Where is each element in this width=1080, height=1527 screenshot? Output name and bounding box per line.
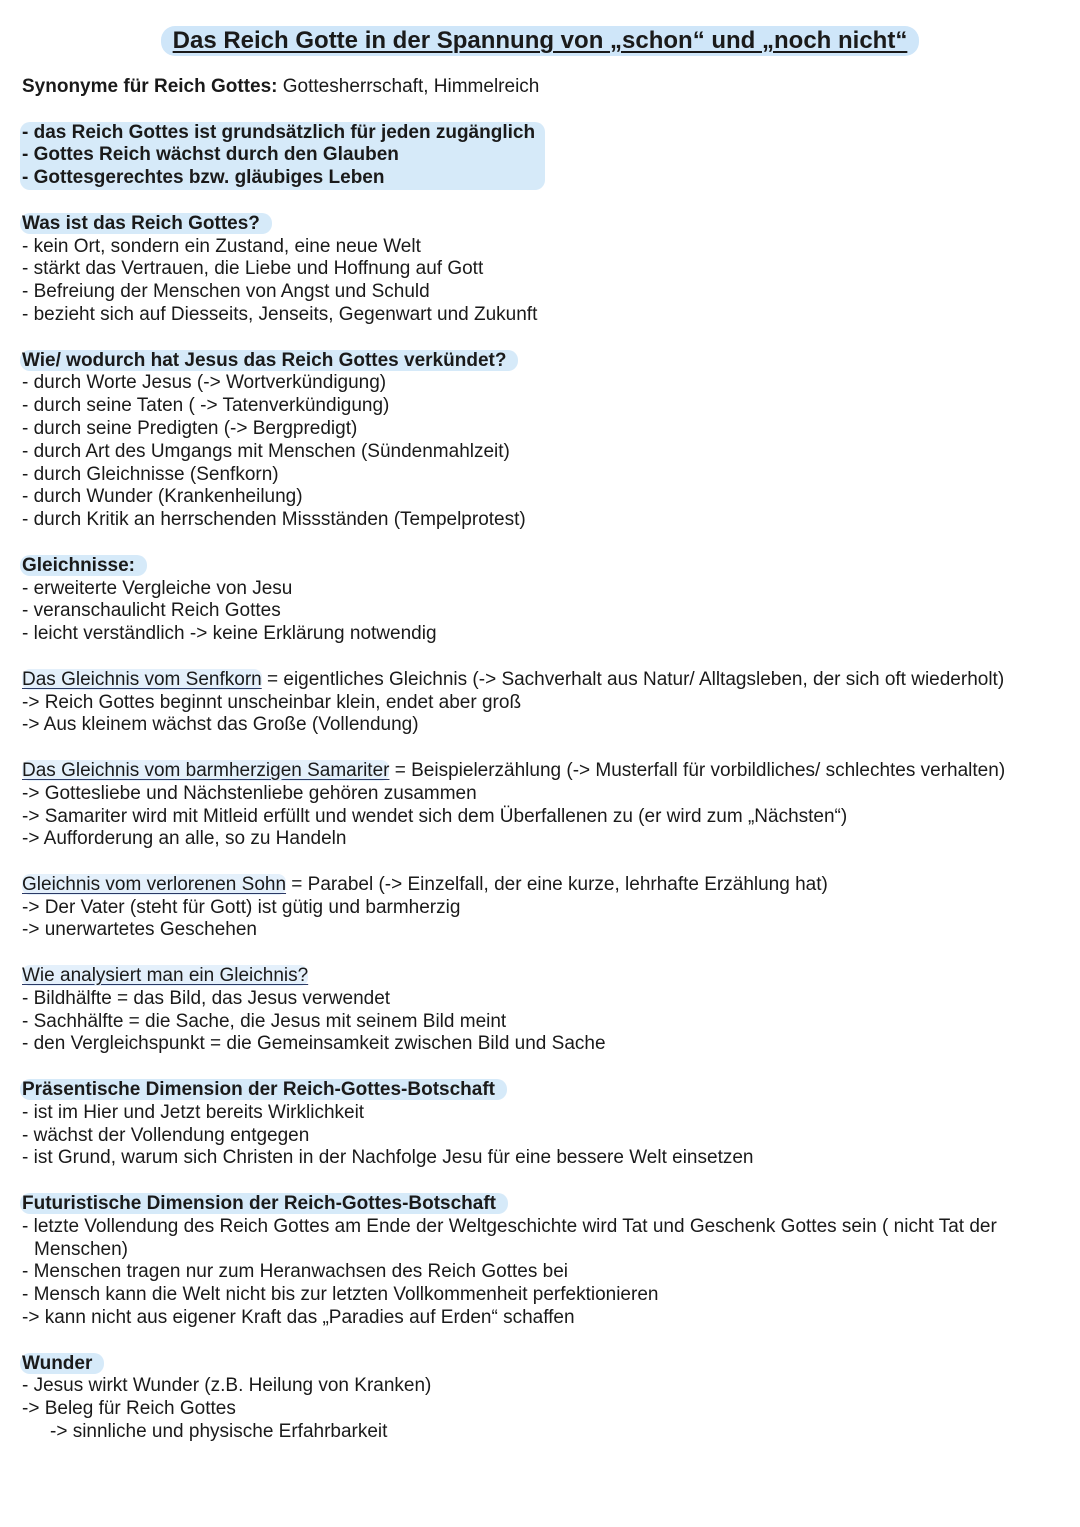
- list-item: - Bildhälfte = das Bild, das Jesus verwendet: [22, 987, 391, 1009]
- list-item: - durch Art des Umgangs mit Menschen (Sündenmahlzeit): [22, 440, 510, 462]
- list-item: - erweiterte Vergleiche von Jesu: [22, 577, 293, 599]
- mustard-def: = eigentliches Gleichnis (-> Sachverhalt aus Natur/ Alltagsleben, der sich oft wiederholt): [261, 668, 1005, 690]
- mustard-title: Das Gleichnis vom Senfkorn: [22, 668, 262, 690]
- list-item: -> Beleg für Reich Gottes: [22, 1398, 236, 1420]
- title-row: [0, 26, 1080, 56]
- samaritan-line: [22, 760, 1062, 783]
- notes-content: [22, 76, 1062, 1444]
- list-item: - durch seine Predigten (-> Bergpredigt): [22, 417, 358, 439]
- prodigal-title: Gleichnis vom verlorenen Sohn: [22, 873, 287, 895]
- list-item: - Sachhälfte = die Sache, die Jesus mit seinem Bild meint: [22, 1010, 507, 1032]
- list-item: - durch Wunder (Krankenheilung): [22, 486, 303, 508]
- list-item: -> unerwartetes Geschehen: [22, 919, 257, 941]
- section-heading-miracles: Wunder: [20, 1353, 104, 1374]
- intro-point: - Gottesgerechtes bzw. gläubiges Leben: [22, 167, 385, 189]
- section-heading-how: Wie/ wodurch hat Jesus das Reich Gottes verkündet?: [20, 350, 518, 371]
- list-item: - ist im Hier und Jetzt bereits Wirklichkeit: [22, 1101, 365, 1123]
- list-item: - bezieht sich auf Diesseits, Jenseits, Gegenwart und Zukunft: [22, 303, 538, 325]
- samaritan-title: Das Gleichnis vom barmherzigen Samariter: [22, 759, 390, 781]
- section-heading-present: Präsentische Dimension der Reich-Gottes-Botschaft: [20, 1079, 507, 1100]
- synonyms-label: Synonyme für Reich Gottes:: [22, 76, 278, 97]
- list-item: - letzte Vollendung des Reich Gottes am Ende der Weltgeschichte wird Tat und Geschenk Gottes sein ( nicht Tat der Menschen): [22, 1215, 997, 1260]
- list-item: - ist Grund, warum sich Christen in der Nachfolge Jesu für eine bessere Welt einsetzen: [22, 1147, 754, 1169]
- list-item: - Jesus wirkt Wunder (z.B. Heilung von Kranken): [22, 1375, 432, 1397]
- list-item: - durch Kritik an herrschenden Missständen (Tempelprotest): [22, 509, 526, 531]
- list-item: - wächst der Vollendung entgegen: [22, 1124, 310, 1146]
- list-item: -> Samariter wird mit Mitleid erfüllt und wendet sich dem Überfallenen zu (er wird zum „Nächsten“): [22, 805, 848, 827]
- section-heading-future: Futuristische Dimension der Reich-Gottes-Botschaft: [20, 1193, 508, 1214]
- list-item: - veranschaulicht Reich Gottes: [22, 600, 281, 622]
- list-item: - Mensch kann die Welt nicht bis zur letzten Vollkommenheit perfektionieren: [22, 1284, 659, 1306]
- list-item: - durch Gleichnisse (Senfkorn): [22, 463, 279, 485]
- list-item: - Menschen tragen nur zum Heranwachsen des Reich Gottes bei: [22, 1261, 568, 1283]
- list-item: - leicht verständlich -> keine Erklärung notwendig: [22, 623, 437, 645]
- synonyms-text: Gottesherrschaft, Himmelreich: [277, 76, 540, 97]
- list-item: -> Aufforderung an alle, so zu Handeln: [22, 828, 347, 850]
- mustard-line: [22, 669, 1062, 692]
- section-heading-parables: Gleichnisse:: [20, 555, 147, 576]
- list-item: - kein Ort, sondern ein Zustand, eine neue Welt: [22, 235, 421, 257]
- prodigal-def: = Parabel (-> Einzelfall, der eine kurze, lehrhafte Erzählung hat): [286, 873, 828, 895]
- intro-point: - Gottes Reich wächst durch den Glauben: [22, 144, 399, 166]
- prodigal-line: [22, 874, 1062, 897]
- analysis-title: Wie analysiert man ein Gleichnis?: [22, 965, 309, 987]
- list-item: -> Gottesliebe und Nächstenliebe gehören zusammen: [22, 782, 477, 804]
- section-heading-what: Was ist das Reich Gottes?: [20, 213, 272, 234]
- list-item: - durch Worte Jesus (-> Wortverkündigung): [22, 372, 387, 394]
- list-item: - den Vergleichspunkt = die Gemeinsamkeit zwischen Bild und Sache: [22, 1033, 606, 1055]
- synonyms-line: [22, 76, 1062, 99]
- list-item: -> Aus kleinem wächst das Große (Vollendung): [22, 714, 419, 736]
- list-item: -> Der Vater (steht für Gott) ist gütig und barmherzig: [22, 896, 461, 918]
- intro-point: - das Reich Gottes ist grundsätzlich für jeden zugänglich: [22, 121, 536, 143]
- list-item: - Befreiung der Menschen von Angst und Schuld: [22, 281, 430, 303]
- samaritan-def: = Beispielerzählung (-> Musterfall für vorbildliches/ schlechtes verhalten): [389, 759, 1006, 781]
- intro-points: [20, 122, 545, 190]
- list-item: - durch seine Taten ( -> Tatenverkündigung): [22, 395, 390, 417]
- list-sub-item: -> sinnliche und physische Erfahrbarkeit: [50, 1421, 388, 1443]
- list-item: - stärkt das Vertrauen, die Liebe und Hoffnung auf Gott: [22, 258, 484, 280]
- list-item: -> kann nicht aus eigener Kraft das „Paradies auf Erden“ schaffen: [22, 1307, 575, 1329]
- page-title: Das Reich Gotte in der Spannung von „schon“ und „noch nicht“: [161, 26, 920, 56]
- list-item: -> Reich Gottes beginnt unscheinbar klein, endet aber groß: [22, 691, 522, 713]
